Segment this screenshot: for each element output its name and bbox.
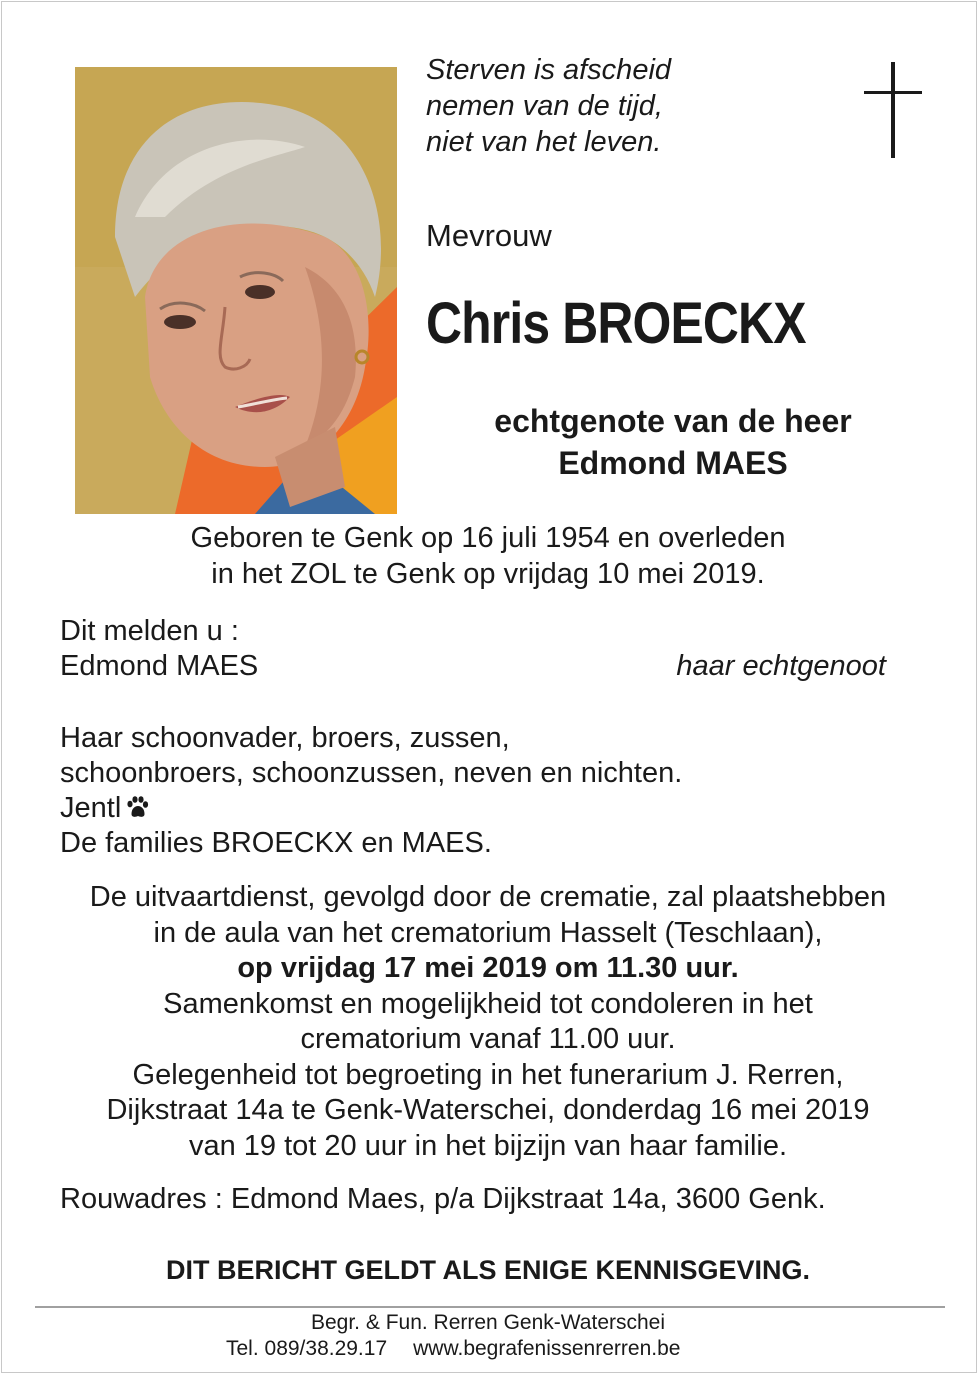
announcement-row xyxy=(60,649,886,684)
funeral-company: Begr. & Fun. Rerren Genk-Waterschei xyxy=(310,1311,666,1334)
footer-contact xyxy=(226,1337,680,1361)
announcement-intro: Dit melden u : xyxy=(60,615,239,647)
spouse-name: Edmond MAES xyxy=(558,445,788,481)
ceremony-line: in de aula van het crematorium Hasselt (Teschlaan), xyxy=(153,916,823,949)
ceremony-date: op vrijdag 17 mei 2019 om 11.30 uur. xyxy=(237,952,739,984)
memorial-quote xyxy=(426,52,671,160)
pet-name: Jentl xyxy=(60,792,122,824)
quote-line: Sterven is afscheid xyxy=(426,54,672,86)
quote-line: nemen van de tijd, xyxy=(426,90,663,122)
family-line: schoonbroers, schoonzussen, neven en nichten. xyxy=(60,757,683,789)
official-notice: DIT BERICHT GELDT ALS ENIGE KENNISGEVING. xyxy=(165,1255,811,1285)
death-line: in het ZOL te Genk op vrijdag 10 mei 2019. xyxy=(211,558,765,590)
company-website: www.begrafenissenrerren.be xyxy=(413,1337,681,1360)
paw-icon xyxy=(125,793,149,817)
company-phone: Tel. 089/38.29.17 xyxy=(226,1337,388,1360)
cross-icon xyxy=(864,62,922,158)
birth-line: Geboren te Genk op 16 juli 1954 en overleden xyxy=(190,522,786,554)
birth-death-info xyxy=(0,520,976,592)
announcer-relation: haar echtgenoot xyxy=(676,650,886,682)
deceased-name: Chris BROECKX xyxy=(426,291,806,356)
family-line: Haar schoonvader, broers, zussen, xyxy=(60,722,510,754)
ceremony-line: Gelegenheid tot begroeting in het funerarium J. Rerren, xyxy=(132,1058,844,1091)
family-list xyxy=(60,721,682,861)
ceremony-info xyxy=(0,880,976,1164)
spouse-block xyxy=(420,400,926,484)
announcer-name: Edmond MAES xyxy=(60,650,259,682)
footer-divider xyxy=(35,1306,945,1308)
family-line-pet xyxy=(60,791,682,826)
family-line: De families BROECKX en MAES. xyxy=(60,827,492,859)
ceremony-line: van 19 tot 20 uur in het bijzijn van haar familie. xyxy=(188,1129,788,1162)
ceremony-line: De uitvaartdienst, gevolgd door de crematie, zal plaatshebben xyxy=(89,881,887,913)
mourning-address: Rouwadres : Edmond Maes, p/a Dijkstraat 14a, 3600 Genk. xyxy=(60,1183,826,1215)
ceremony-line: crematorium vanaf 11.00 uur. xyxy=(300,1023,676,1055)
announcement-block xyxy=(60,614,886,684)
ceremony-line: Samenkomst en mogelijkheid tot condoleren in het xyxy=(163,987,813,1020)
deceased-title: Mevrouw xyxy=(426,218,552,253)
spouse-line: echtgenote van de heer xyxy=(494,403,852,439)
ceremony-line: Dijkstraat 14a te Genk-Waterschei, donderdag 16 mei 2019 xyxy=(106,1094,870,1126)
quote-line: niet van het leven. xyxy=(426,126,662,158)
portrait-photo xyxy=(75,67,397,514)
